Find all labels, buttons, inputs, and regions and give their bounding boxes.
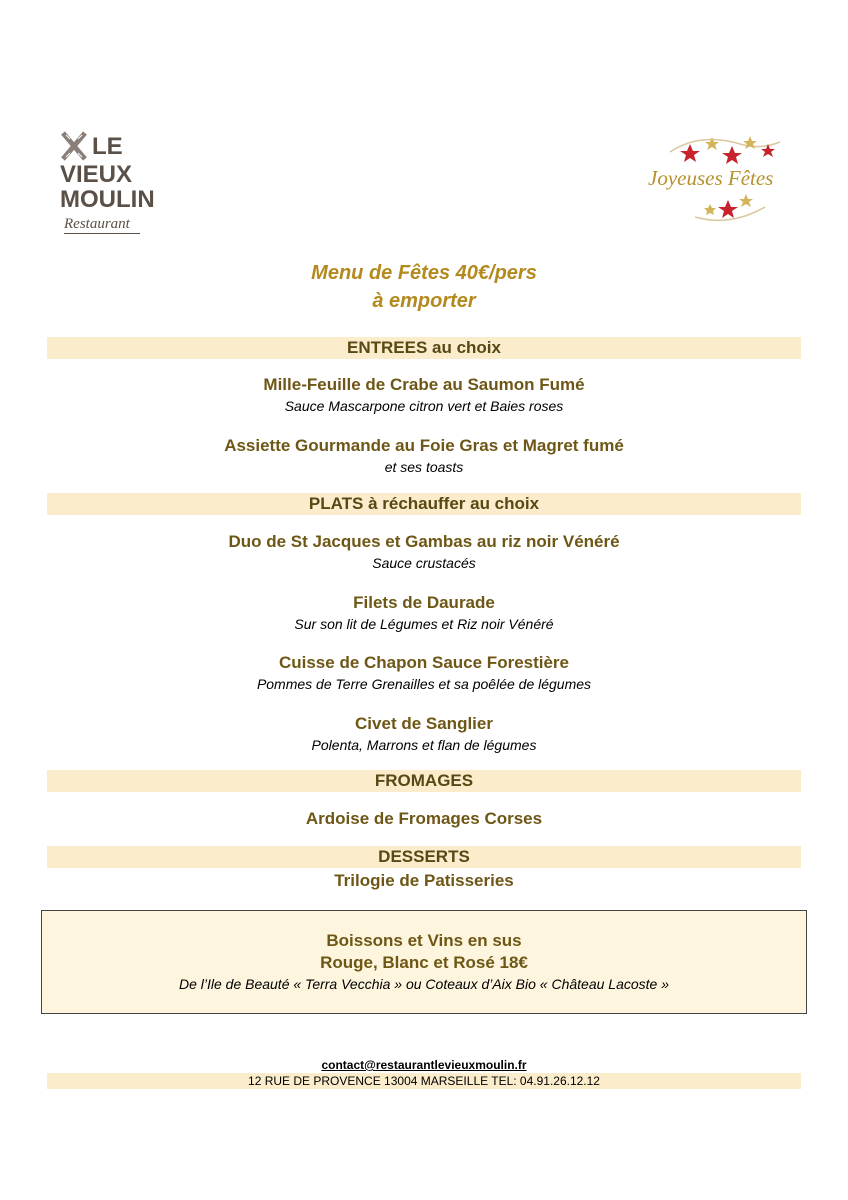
menu-title: Menu de Fêtes 40€/pers bbox=[311, 262, 537, 284]
dish-description: et ses toasts bbox=[384, 459, 464, 475]
dish-name: Civet de Sanglier bbox=[355, 714, 493, 733]
section-entrees: ENTREES au choix bbox=[47, 337, 801, 359]
dish-name: Cuisse de Chapon Sauce Forestière bbox=[278, 653, 570, 672]
dish-name: Duo de St Jacques et Gambas au riz noir Vénéré bbox=[228, 532, 620, 551]
menu-subtitle: à emporter bbox=[372, 290, 476, 312]
drinks-box bbox=[41, 910, 807, 1014]
dish-name: Trilogie de Patisseries bbox=[334, 871, 514, 890]
section-desserts: DESSERTS bbox=[47, 846, 801, 868]
wine-price: Rouge, Blanc et Rosé 18€ bbox=[320, 953, 528, 972]
restaurant-logo bbox=[60, 130, 170, 260]
dish-description: Sauce Mascarpone citron vert et Baies roses bbox=[284, 398, 564, 414]
contact-email-link[interactable]: contact@restaurantlevieuxmoulin.fr bbox=[321, 1058, 527, 1072]
wine-origins: De l’Ile de Beauté « Terra Vecchia » ou Coteaux d’Aix Bio « Château Lacoste » bbox=[178, 976, 670, 992]
logo-word-le: LE bbox=[92, 132, 123, 160]
dish-name: Assiette Gourmande au Foie Gras et Magret fumé bbox=[224, 436, 624, 455]
logo-subtitle: Restaurant bbox=[64, 216, 140, 234]
logo-word-vieux: VIEUX bbox=[60, 161, 133, 188]
windmill-icon bbox=[60, 130, 88, 162]
dish-description: Polenta, Marrons et flan de légumes bbox=[311, 737, 537, 753]
holiday-greeting bbox=[640, 122, 800, 232]
dish-name: Filets de Daurade bbox=[353, 593, 495, 612]
dish-name: Ardoise de Fromages Corses bbox=[305, 809, 543, 828]
drinks-heading: Boissons et Vins en sus bbox=[326, 931, 522, 950]
section-plats: PLATS à réchauffer au choix bbox=[47, 493, 801, 515]
address-line: 12 RUE DE PROVENCE 13004 MARSEILLE TEL: 04.91.26.12.12 bbox=[47, 1073, 801, 1089]
dish-description: Pommes de Terre Grenailles et sa poêlée de légumes bbox=[256, 676, 592, 692]
dish-name: Mille-Feuille de Crabe au Saumon Fumé bbox=[263, 375, 585, 394]
section-fromages: FROMAGES bbox=[47, 770, 801, 792]
logo-word-moulin: MOULIN bbox=[60, 186, 155, 213]
greeting-text: Joyeuses Fêtes bbox=[648, 166, 774, 190]
dish-description: Sur son lit de Légumes et Riz noir Vénéré bbox=[294, 616, 554, 632]
dish-description: Sauce crustacés bbox=[372, 555, 476, 571]
